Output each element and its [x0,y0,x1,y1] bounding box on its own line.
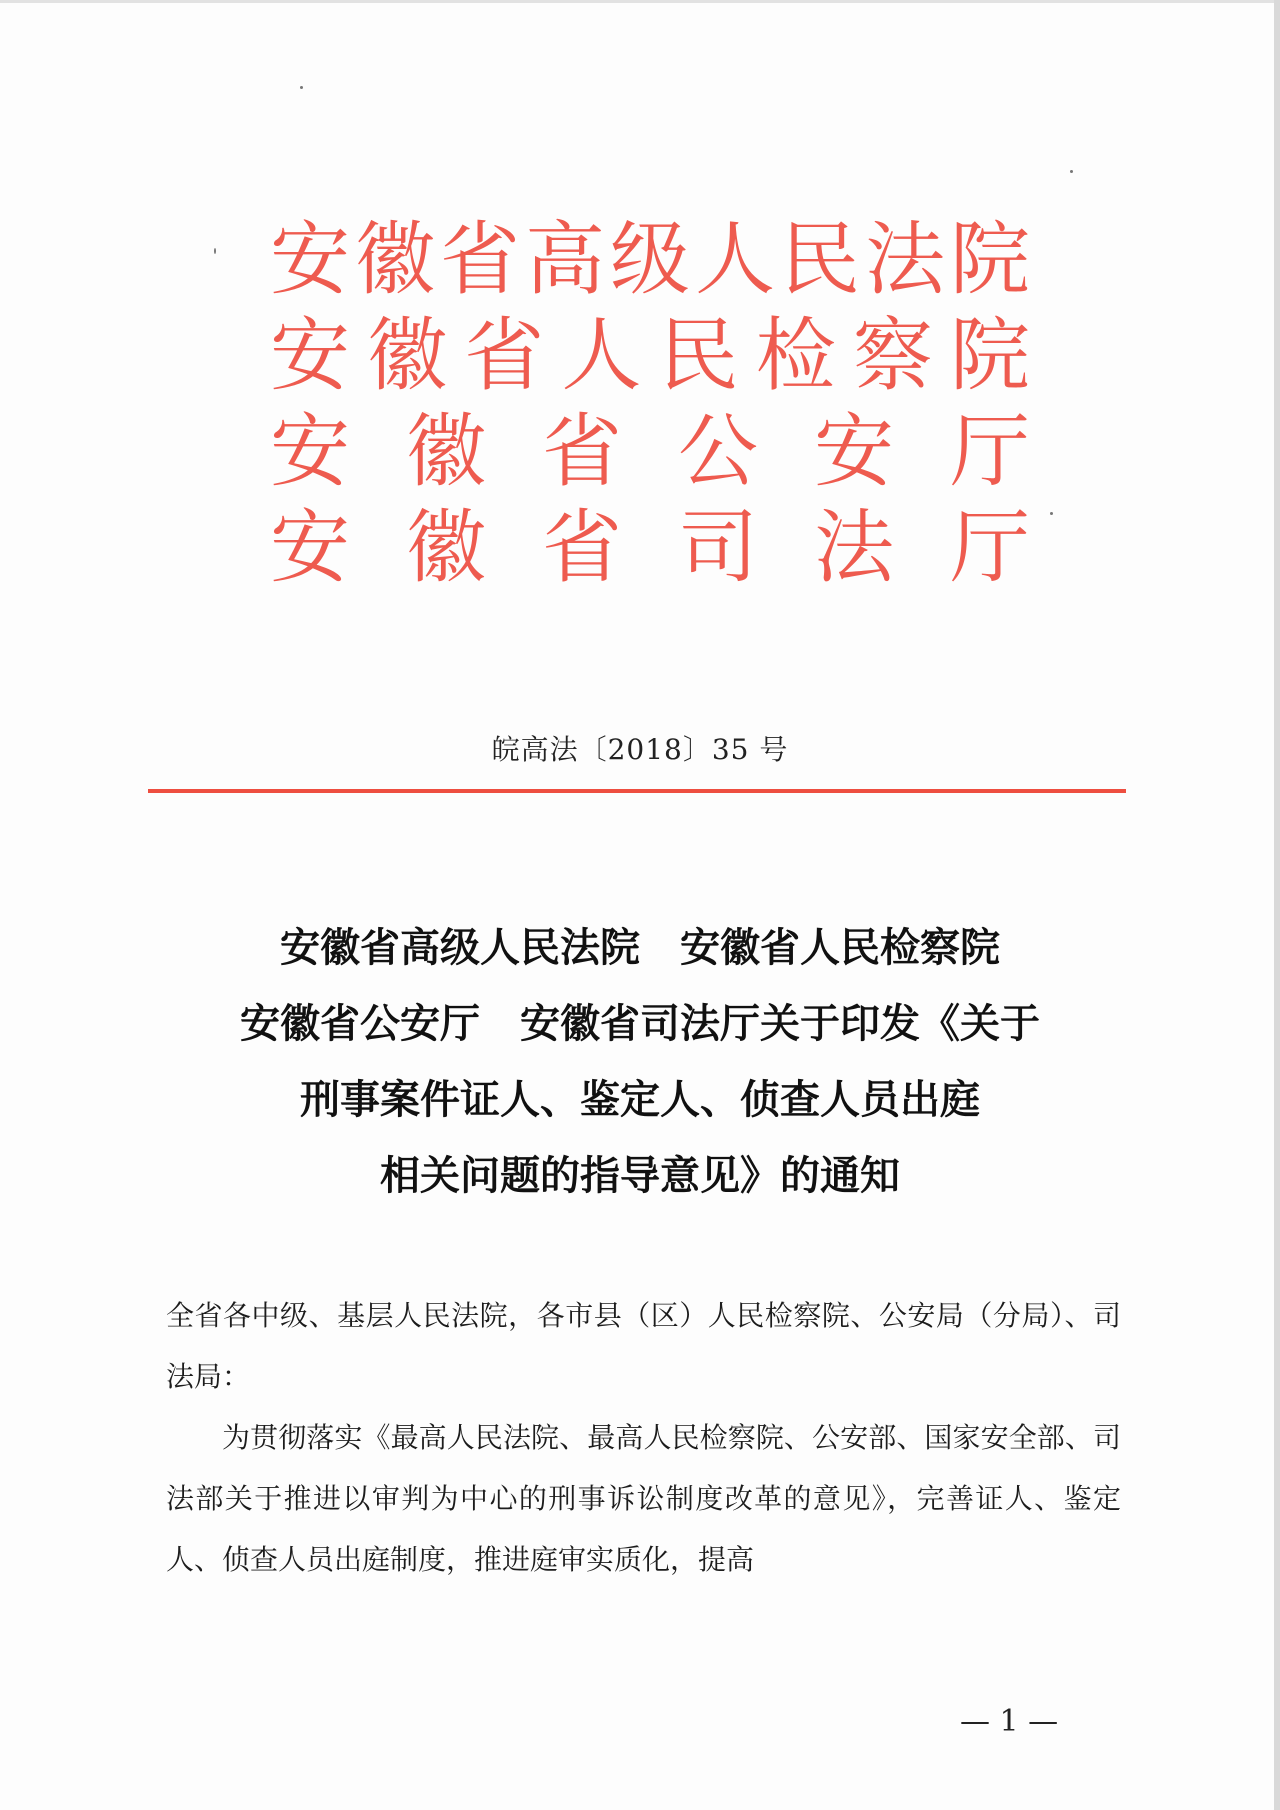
scan-speck [1050,512,1053,515]
issuer-character: 法 [814,501,894,594]
red-divider-line [148,789,1126,793]
scan-edge-right [1274,0,1280,1810]
issuer-line-4 [270,500,1030,596]
issuer-character: 人 [561,309,642,402]
issuer-character: 高 [525,213,605,306]
issuer-character: 院 [949,309,1030,402]
issuer-character: 民 [780,213,860,306]
issuer-character: 级 [610,213,690,306]
scan-speck [214,248,216,254]
issuer-character: 省 [542,501,622,594]
issuer-character: 公 [678,405,758,498]
issuer-character: 院 [950,213,1030,306]
issuer-character: 司 [678,501,758,594]
addressee-line: 全省各中级、基层人民法院，各市县（区）人民检察院、公安局（分局）、司法局： [166,1299,1121,1393]
issuer-character: 安 [270,213,350,306]
issuer-character: 徽 [406,405,486,498]
title-line-2: 安徽省公安厅 安徽省司法厅关于印发《关于 [240,1001,1040,1047]
issuer-character: 察 [852,309,933,402]
issuer-character: 民 [658,309,739,402]
document-body [166,1285,1121,1590]
issuer-character: 省 [464,309,545,402]
document-number: 皖高法〔2018〕35 号 [491,733,789,766]
title-line-3: 刑事案件证人、鉴定人、侦查人员出庭 [300,1077,980,1123]
issuer-character: 徽 [367,309,448,402]
issuer-character: 安 [814,405,894,498]
issuer-character: 徽 [406,501,486,594]
page-number: — 1 — [960,1704,1059,1739]
issuer-line-1 [270,212,1030,308]
issuer-character: 安 [270,501,350,594]
issuer-character: 检 [755,309,836,402]
issuer-character: 人 [695,213,775,306]
issuer-character: 厅 [950,501,1030,594]
body-paragraph: 为贯彻落实《最高人民法院、最高人民检察院、公安部、国家安全部、司法部关于推进以审判为中心的刑事诉讼制度改革的意见》，完善证人、鉴定人、侦查人员出庭制度，推进庭审实质化，提高 [166,1421,1121,1576]
issuer-character: 省 [440,213,520,306]
scan-edge-top [0,0,1280,3]
title-line-4: 相关问题的指导意见》的通知 [380,1153,900,1199]
issuer-character: 安 [270,309,350,402]
issuer-character: 徽 [355,213,435,306]
scan-speck [300,86,303,89]
issuer-character: 厅 [950,405,1030,498]
issuer-character: 法 [865,213,945,306]
issuer-line-3 [270,404,1030,500]
issuing-authorities-header [270,212,1030,596]
issuer-character: 安 [270,405,350,498]
scan-speck [1070,170,1073,173]
issuer-character: 省 [542,405,622,498]
document-title [150,910,1130,1214]
issuer-line-2 [270,308,1030,404]
title-line-1: 安徽省高级人民法院 安徽省人民检察院 [280,925,1000,971]
